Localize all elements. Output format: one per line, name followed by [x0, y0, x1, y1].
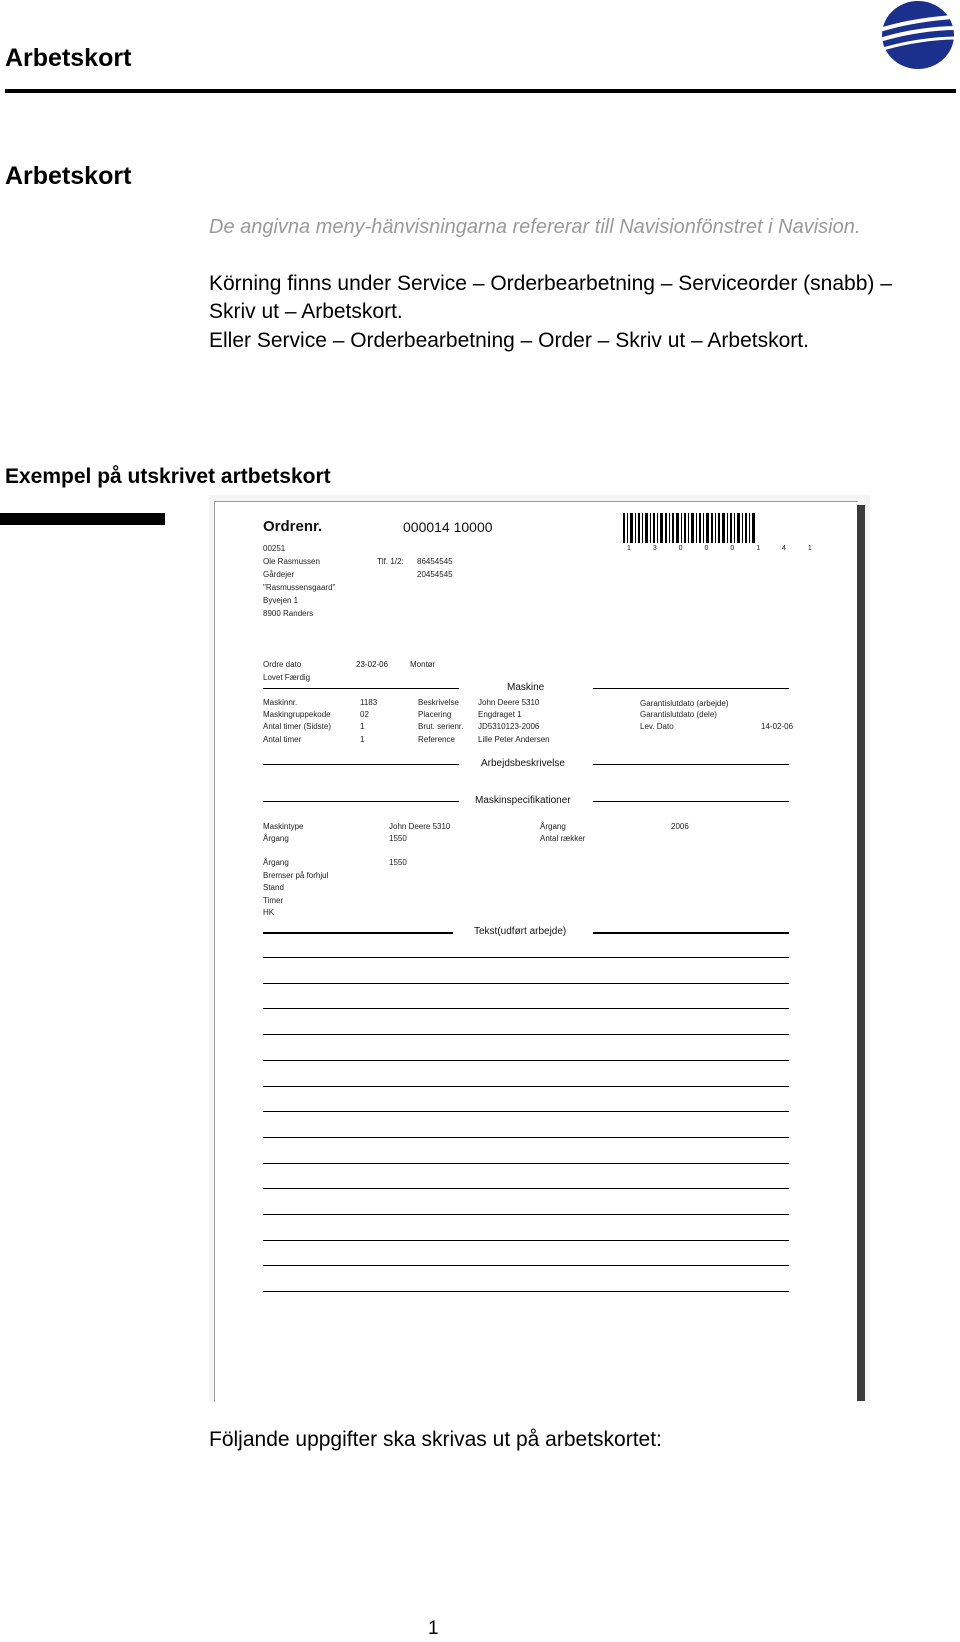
machine-mid-label-4: Reference	[418, 735, 455, 744]
machine-heading: Maskine	[507, 682, 545, 693]
machine-rule-right	[593, 688, 789, 689]
writing-line	[263, 1137, 789, 1138]
machine-mid-value-3: JD5310123-2006	[478, 722, 540, 731]
company-logo-icon	[880, 0, 956, 70]
section-title: Arbetskort	[5, 162, 132, 190]
writing-line	[263, 1163, 789, 1164]
order-date: 23-02-06	[356, 660, 389, 669]
machine-value-4: 1	[360, 735, 365, 744]
writing-line	[263, 1086, 789, 1087]
machine-right-label-2: Garantislutdato (dele)	[640, 710, 717, 719]
machine-right-label-1: Garantislutdato (arbejde)	[640, 699, 729, 708]
writing-line	[263, 1008, 789, 1009]
text-heading: Tekst(udført arbejde)	[474, 926, 567, 937]
spec-rule-right	[593, 801, 789, 802]
machine-label-4: Antal timer	[263, 735, 302, 744]
spec-left-value-1: John Deere 5310	[389, 822, 451, 831]
customer-line-5: Byvejen 1	[263, 596, 299, 605]
phone-1: 86454545	[417, 557, 453, 566]
machine-right-label-3: Lev. Dato	[640, 722, 674, 731]
work-desc-rule-left	[263, 764, 459, 765]
run-instructions-line-3: Eller Service – Orderbearbetning – Order – Skriv ut – Arbetskort.	[209, 329, 809, 352]
page-number: 1	[428, 1618, 439, 1639]
barcode-digits: 1 3 0 0 0 1 4 1	[627, 545, 822, 552]
run-instructions-line-1: Körning finns under Service – Orderbearbetning – Serviceorder (snabb) –	[209, 272, 892, 295]
customer-line-1: 00251	[263, 544, 286, 553]
machine-rule-left	[263, 688, 459, 689]
order-number: 000014 10000	[403, 519, 493, 535]
text-rule-left	[263, 932, 453, 934]
machine-mid-label-1: Beskrivelse	[418, 698, 459, 707]
writing-line	[263, 1111, 789, 1112]
machine-label-1: Maskinnr.	[263, 698, 298, 707]
machine-label-2: Maskingruppekode	[263, 710, 331, 719]
machine-mid-label-2: Placering	[418, 710, 452, 719]
work-card-page	[214, 501, 858, 1402]
spec-extra-label-2: Bremser på forhjul	[263, 871, 329, 880]
writing-line	[263, 1291, 789, 1292]
customer-line-4: "Rasmussensgaard"	[263, 583, 336, 592]
writing-line	[263, 1214, 789, 1215]
menu-reference-note: De angivna meny-hänvisningarna refererar till Navisionfönstret i Navision.	[209, 216, 861, 238]
spec-extra-label-4: Timer	[263, 896, 284, 905]
example-marker-bar	[0, 513, 165, 525]
writing-line	[263, 1060, 789, 1061]
example-title: Exempel på utskrivet artbetskort	[5, 465, 331, 488]
fitter-label: Montør	[410, 660, 436, 669]
fields-intro-text: Följande uppgifter ska skrivas ut på arbetskortet:	[209, 1428, 662, 1451]
work-desc-heading: Arbejdsbeskrivelse	[481, 758, 565, 769]
customer-line-3: Gårdejer	[263, 570, 295, 579]
spec-right-label-1: Årgang	[540, 822, 566, 831]
spec-extra-value-1: 1550	[389, 858, 407, 867]
spec-left-label-2: Årgang	[263, 834, 289, 843]
machine-value-3: 1	[360, 722, 365, 731]
writing-line	[263, 957, 789, 958]
machine-mid-value-1: John Deere 5310	[478, 698, 540, 707]
writing-line	[263, 1265, 789, 1266]
machine-mid-value-2: Engdraget 1	[478, 710, 522, 719]
spec-rule-left	[263, 801, 459, 802]
header-divider	[5, 89, 956, 93]
machine-mid-value-4: Lille Peter Andersen	[478, 735, 550, 744]
machine-value-1: 1183	[360, 698, 378, 707]
machine-label-3: Antal timer (Sidste)	[263, 722, 332, 731]
spec-extra-label-3: Stand	[263, 883, 284, 892]
writing-line	[263, 1188, 789, 1189]
phone-label: Tlf. 1/2:	[377, 557, 404, 566]
machine-mid-label-3: Brut. serienr.	[418, 722, 464, 731]
order-number-label: Ordrenr.	[263, 518, 323, 535]
spec-extra-label-1: Årgang	[263, 858, 289, 867]
promised-label: Lovet Færdig	[263, 673, 311, 682]
customer-line-2: Ole Rasmussen	[263, 557, 320, 566]
spec-extra-label-5: HK	[263, 908, 275, 917]
delivery-date: 14-02-06	[761, 722, 794, 731]
work-desc-rule-right	[593, 764, 789, 765]
page-header-title: Arbetskort	[5, 44, 132, 72]
spec-left-value-2: 1550	[389, 834, 407, 843]
writing-line	[263, 1034, 789, 1035]
work-card-shadow	[857, 505, 865, 1401]
spec-heading: Maskinspecifikationer	[475, 795, 571, 806]
text-rule-right	[593, 932, 789, 934]
writing-line	[263, 1240, 789, 1241]
phone-2: 20454545	[417, 570, 453, 579]
spec-right-label-2: Antal rækker	[540, 834, 586, 843]
machine-value-2: 02	[360, 710, 369, 719]
spec-left-label-1: Maskintype	[263, 822, 304, 831]
run-instructions-line-2: Skriv ut – Arbetskort.	[209, 300, 403, 323]
customer-line-6: 8900 Randers	[263, 609, 314, 618]
spec-right-value-1: 2006	[671, 822, 689, 831]
order-date-label: Ordre dato	[263, 660, 302, 669]
writing-line	[263, 983, 789, 984]
